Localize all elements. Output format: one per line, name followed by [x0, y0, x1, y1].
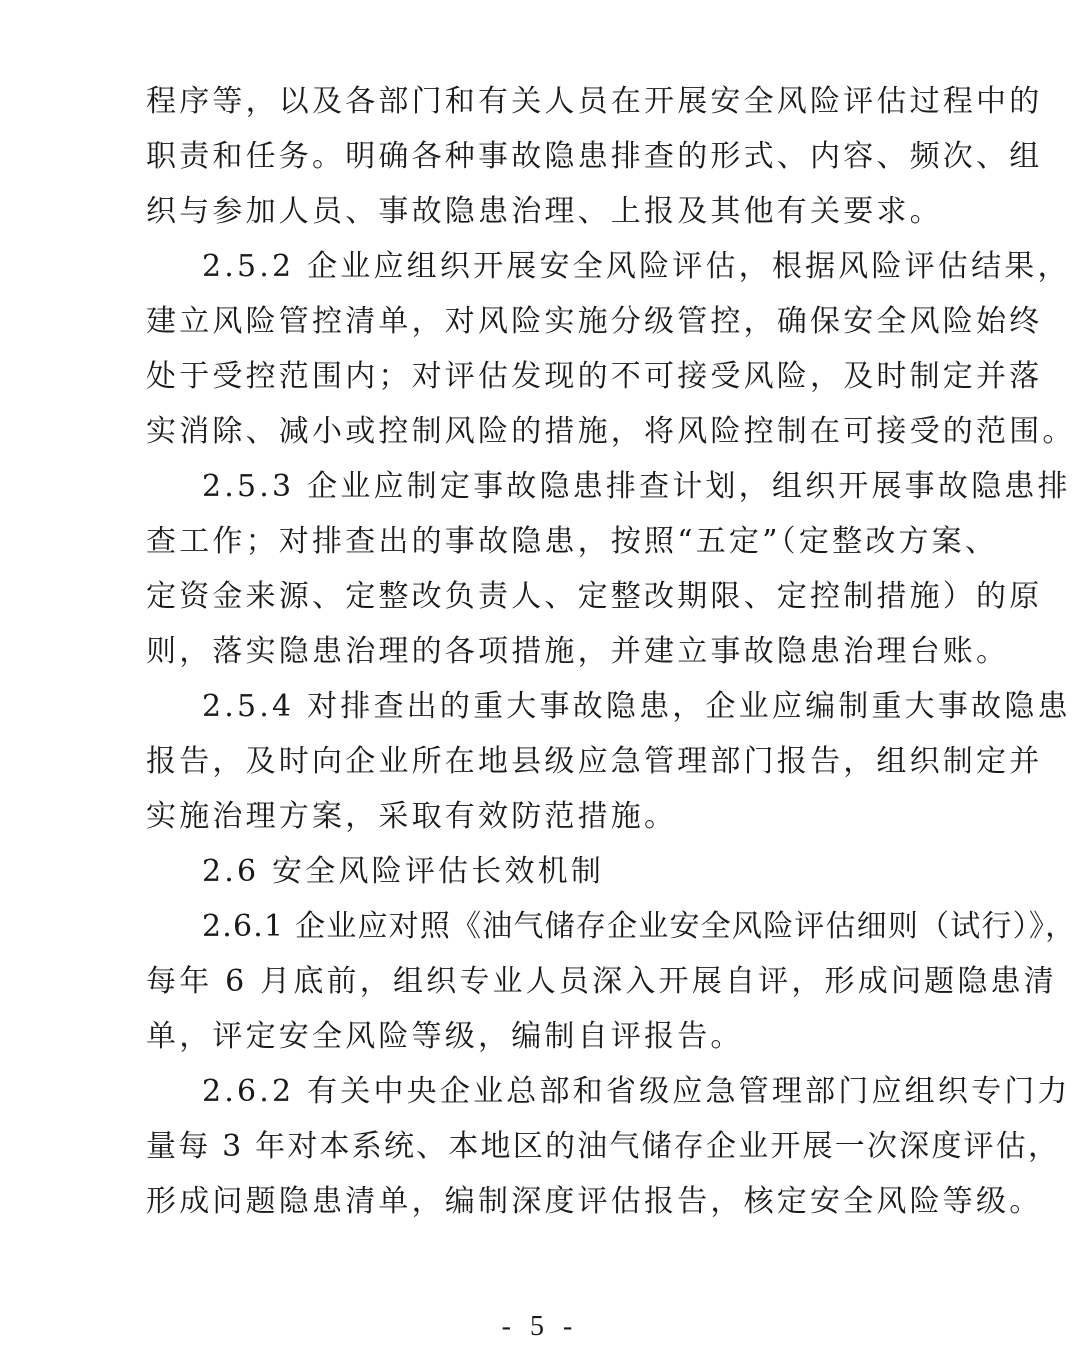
text-line: 建立风险管控清单，对风险实施分级管控，确保安全风险始终: [146, 304, 1043, 339]
text-line: 查工作；对排查出的事故隐患，按照“五定”（定整改方案、: [146, 524, 999, 559]
text-line: 每年 6 月底前，组织专业人员深入开展自评，形成问题隐患清: [146, 964, 1057, 999]
text-line: 织与参加人员、事故隐患治理、上报及其他有关要求。: [146, 194, 943, 229]
text-line: 则，落实隐患治理的各项措施，并建立事故隐患治理台账。: [146, 634, 1010, 669]
section-2-6-2-first-line: 2.6.2 有关中央企业总部和省级应急管理部门应组织专门力: [202, 1074, 1071, 1109]
text-line: 量每 3 年对本系统、本地区的油气储存企业开展一次深度评估，: [146, 1129, 1061, 1164]
section-2-5-2-first-line: 2.5.2 企业应组织开展安全风险评估，根据风险评估结果，: [202, 249, 1071, 284]
text-line: 程序等，以及各部门和有关人员在开展安全风险评估过程中的: [146, 84, 1043, 119]
section-2-6-1-first-line: 2.6.1 企业应对照《油气储存企业安全风险评估细则（试行）》，: [202, 909, 1077, 944]
section-2-5-3-first-line: 2.5.3 企业应制定事故隐患排查计划，组织开展事故隐患排: [202, 469, 1071, 504]
text-line: 单，评定安全风险等级，编制自评报告。: [146, 1019, 744, 1054]
text-line: 形成问题隐患清单，编制深度评估报告，核定安全风险等级。: [146, 1184, 1043, 1219]
text-line: 定资金来源、定整改负责人、定整改期限、定控制措施）的原: [146, 579, 1043, 614]
section-2-5-4-first-line: 2.5.4 对排查出的重大事故隐患，企业应编制重大事故隐患: [202, 689, 1071, 724]
page-number: - 5 -: [501, 1311, 579, 1342]
text-line: 职责和任务。明确各种事故隐患排查的形式、内容、频次、组: [146, 139, 1043, 174]
text-line: 实施治理方案，采取有效防范措施。: [146, 799, 678, 834]
text-line: 实消除、减小或控制风险的措施，将风险控制在可接受的范围。: [146, 414, 1076, 449]
section-2-6-heading: 2.6 安全风险评估长效机制: [202, 854, 605, 889]
text-line: 报告，及时向企业所在地县级应急管理部门报告，组织制定并: [146, 744, 1043, 779]
text-line: 处于受控范围内；对评估发现的不可接受风险，及时制定并落: [146, 359, 1043, 394]
